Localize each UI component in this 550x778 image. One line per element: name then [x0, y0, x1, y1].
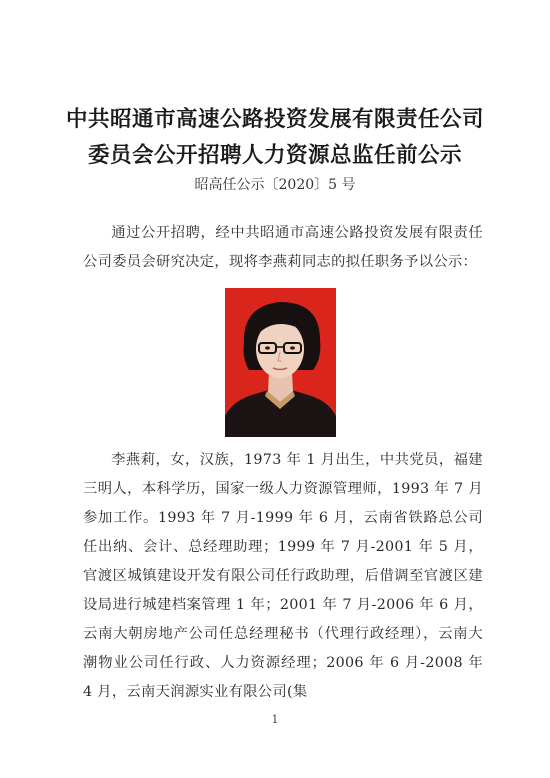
document-title-line-2: 委员会公开招聘人力资源总监任前公示 — [87, 143, 462, 168]
portrait-photo — [225, 288, 336, 437]
document-title-line-1: 中共昭通市高速公路投资发展有限责任公司 — [65, 107, 484, 132]
biography-text: 李燕莉，女，汉族，1973 年 1 月出生，中共党员，福建三明人，本科学历，国家一级人力资源管理师，1993 年 7 月参加工作。1993 年 7 月-1999 年 6 月，云南省铁路总公司任出纳、会计、总经理助理；1999 年 7 月-2001 年 5 月，官渡区城镇建设开发有限公司任行政助理，后借调至官渡区建设局进行城建档案管理 1 年；2001 年 7 月-2006 年 6 月，云南大朝房地产公司任总经理秘书（代理行政经理），云南大潮物业公司任行政、人力资源经理；2006 年 6 月-2008 年 4 月，云南天润源实业有限公司(集 — [83, 452, 483, 700]
intro-paragraph — [83, 219, 483, 277]
portrait-illustration — [225, 288, 336, 437]
biography-paragraph — [83, 446, 483, 707]
intro-text: 通过公开招聘，经中共昭通市高速公路投资发展有限责任公司委员会研究决定，现将李燕莉同志的拟任职务予以公示： — [83, 225, 483, 270]
page-number: 1 — [271, 713, 279, 726]
document-number: 昭高任公示〔2020〕5 号 — [194, 177, 356, 193]
